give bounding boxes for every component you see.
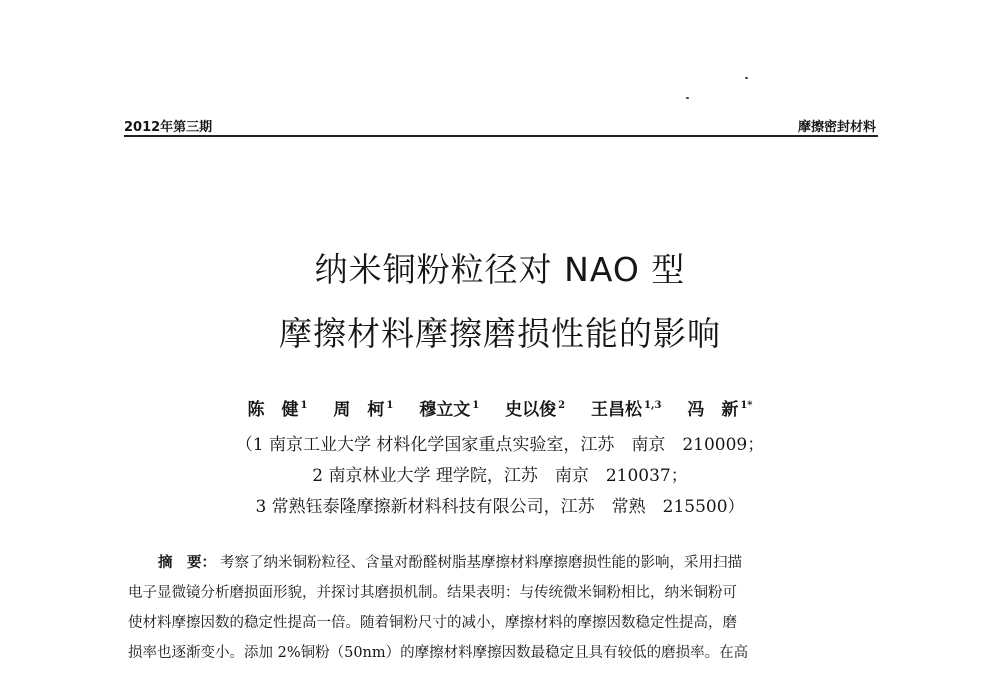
abstract-line: 使材料摩擦因数的稳定性提高一倍。随着铜粉尺寸的减小，摩擦材料的摩擦因数稳定性提高，磨 <box>128 615 737 631</box>
affiliation-1: （1 南京工业大学 材料化学国家重点实验室，江苏 南京 210009； <box>235 435 765 455</box>
running-header <box>124 113 878 135</box>
abstract-line: 电子显微镜分析磨损面形貌，并探讨其磨损机制。结果表明：与传统微米铜粉相比，纳米铜粉可 <box>128 585 737 601</box>
header-rule <box>124 135 878 137</box>
abstract <box>128 548 878 668</box>
author-name: 史以俊 <box>505 400 557 420</box>
author-name: 周 柯 <box>333 400 385 420</box>
journal-name: 摩擦密封材料 <box>797 120 876 135</box>
author-list <box>0 395 1000 420</box>
scan-speck <box>686 97 689 99</box>
abstract-label: 摘 要： <box>158 554 216 571</box>
author-name: 陈 健 <box>247 400 299 420</box>
issue-label: 2012年第三期 <box>124 120 213 135</box>
author-affiliation-mark: 2 <box>558 400 566 412</box>
author-affiliation-mark: 1 <box>386 400 394 412</box>
author <box>419 400 479 420</box>
author <box>591 400 661 420</box>
affiliation-3: 3 常熟钰泰隆摩擦新材料科技有限公司，江苏 常熟 215500） <box>255 497 745 517</box>
author <box>333 400 393 420</box>
author <box>687 400 752 420</box>
affiliation-2: 2 南京林业大学 理学院，江苏 南京 210037； <box>312 466 688 486</box>
author-name: 冯 新 <box>687 400 739 420</box>
abstract-text: 考察了纳米铜粉粒径、含量对酚醛树脂基摩擦材料摩擦磨损性能的影响，采用扫描 <box>220 555 742 571</box>
scan-speck <box>745 77 748 79</box>
abstract-line: 损率也逐渐变小。添加 2%铜粉（50nm）的摩擦材料摩擦因数最稳定且具有较低的磨损率。在高 <box>128 645 749 661</box>
title-line-1: 纳米铜粉粒径对 NAO 型 <box>314 250 686 289</box>
author-name: 王昌松 <box>591 400 643 420</box>
author <box>505 400 565 420</box>
author-affiliation-mark: 1 <box>300 400 308 412</box>
author-affiliation-mark: 1 <box>472 400 480 412</box>
author <box>247 400 307 420</box>
author-affiliation-mark: 1,3 <box>644 400 662 412</box>
title-line-2: 摩擦材料摩擦磨损性能的影响 <box>279 314 721 353</box>
author-name: 穆立文 <box>419 400 471 420</box>
author-affiliation-mark: 1* <box>740 400 753 412</box>
abstract-line <box>128 548 878 578</box>
